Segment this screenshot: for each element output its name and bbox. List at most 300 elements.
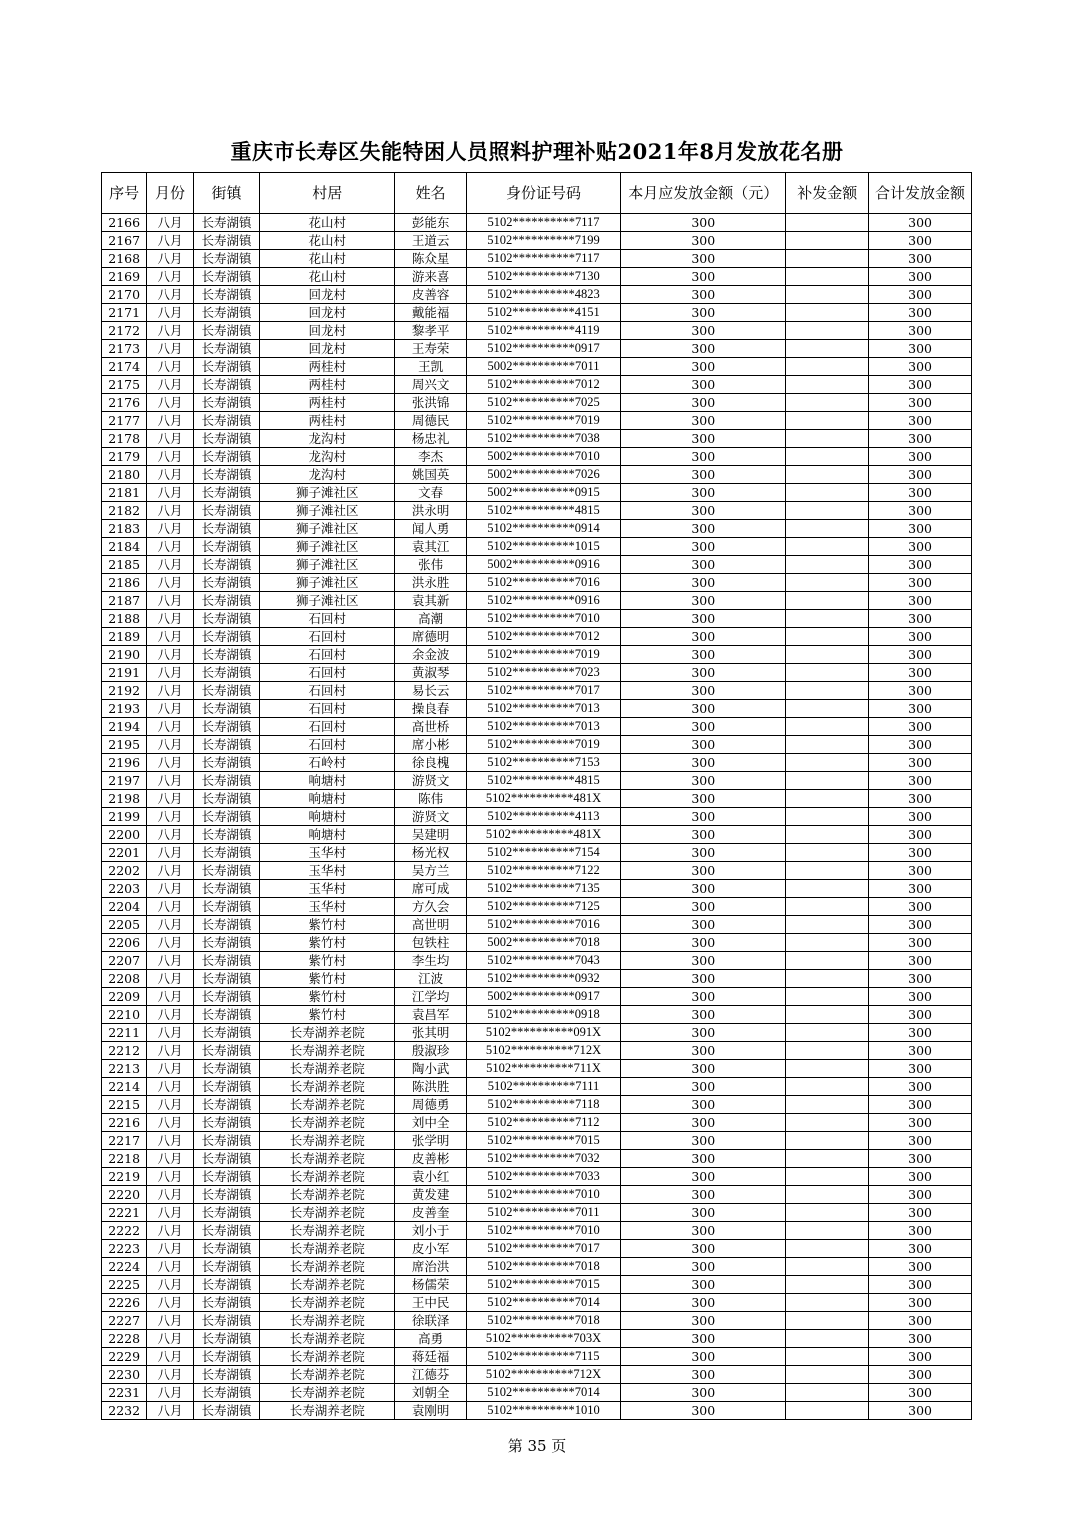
table-row <box>102 304 972 322</box>
table-row <box>102 772 972 790</box>
cell-street: 长寿湖镇 <box>193 1096 260 1114</box>
cell-street: 长寿湖镇 <box>193 1168 260 1186</box>
cell-street: 长寿湖镇 <box>193 286 260 304</box>
cell-due-amount: 300 <box>621 1132 786 1150</box>
cell-street: 长寿湖镇 <box>193 970 260 988</box>
cell-total-amount: 300 <box>869 394 972 412</box>
table-row <box>102 826 972 844</box>
cell-month: 八月 <box>147 1114 193 1132</box>
cell-supplement-amount <box>786 394 869 412</box>
cell-supplement-amount <box>786 934 869 952</box>
cell-month: 八月 <box>147 1366 193 1384</box>
cell-due-amount: 300 <box>621 322 786 340</box>
cell-street: 长寿湖镇 <box>193 1330 260 1348</box>
cell-supplement-amount <box>786 1132 869 1150</box>
cell-total-amount: 300 <box>869 1114 972 1132</box>
cell-village: 玉华村 <box>260 898 395 916</box>
cell-supplement-amount <box>786 610 869 628</box>
cell-id-number: 5102**********4151 <box>466 304 620 322</box>
cell-total-amount: 300 <box>869 520 972 538</box>
cell-id-number: 5102**********7011 <box>466 1204 620 1222</box>
cell-village: 紫竹村 <box>260 988 395 1006</box>
table-row <box>102 1186 972 1204</box>
cell-due-amount: 300 <box>621 214 786 232</box>
cell-total-amount: 300 <box>869 1276 972 1294</box>
cell-seq: 2182 <box>102 502 147 520</box>
cell-total-amount: 300 <box>869 232 972 250</box>
cell-village: 玉华村 <box>260 844 395 862</box>
cell-name: 袁刚明 <box>395 1402 467 1420</box>
cell-village: 长寿湖养老院 <box>260 1168 395 1186</box>
cell-seq: 2183 <box>102 520 147 538</box>
cell-name: 易长云 <box>395 682 467 700</box>
table-row <box>102 844 972 862</box>
cell-name: 刘中全 <box>395 1114 467 1132</box>
cell-seq: 2225 <box>102 1276 147 1294</box>
cell-month: 八月 <box>147 718 193 736</box>
cell-id-number: 5102**********7010 <box>466 1186 620 1204</box>
cell-seq: 2189 <box>102 628 147 646</box>
cell-supplement-amount <box>786 844 869 862</box>
cell-name: 王道云 <box>395 232 467 250</box>
cell-total-amount: 300 <box>869 646 972 664</box>
table-row <box>102 448 972 466</box>
cell-name: 操良春 <box>395 700 467 718</box>
cell-due-amount: 300 <box>621 1366 786 1384</box>
cell-total-amount: 300 <box>869 286 972 304</box>
cell-seq: 2178 <box>102 430 147 448</box>
cell-street: 长寿湖镇 <box>193 718 260 736</box>
cell-street: 长寿湖镇 <box>193 1312 260 1330</box>
cell-seq: 2177 <box>102 412 147 430</box>
cell-street: 长寿湖镇 <box>193 1240 260 1258</box>
cell-village: 花山村 <box>260 214 395 232</box>
cell-total-amount: 300 <box>869 574 972 592</box>
cell-seq: 2196 <box>102 754 147 772</box>
cell-id-number: 5102**********7018 <box>466 1258 620 1276</box>
cell-name: 周兴文 <box>395 376 467 394</box>
cell-id-number: 5102**********7017 <box>466 682 620 700</box>
cell-due-amount: 300 <box>621 844 786 862</box>
cell-total-amount: 300 <box>869 358 972 376</box>
table-header-row <box>102 173 972 214</box>
cell-due-amount: 300 <box>621 1060 786 1078</box>
cell-street: 长寿湖镇 <box>193 1006 260 1024</box>
cell-village: 狮子滩社区 <box>260 538 395 556</box>
cell-total-amount: 300 <box>869 790 972 808</box>
cell-supplement-amount <box>786 304 869 322</box>
table-row <box>102 1168 972 1186</box>
cell-name: 吴建明 <box>395 826 467 844</box>
cell-supplement-amount <box>786 718 869 736</box>
cell-month: 八月 <box>147 952 193 970</box>
cell-name: 戴能福 <box>395 304 467 322</box>
cell-street: 长寿湖镇 <box>193 358 260 376</box>
cell-seq: 2176 <box>102 394 147 412</box>
cell-id-number: 5102**********0918 <box>466 1006 620 1024</box>
table-row <box>102 430 972 448</box>
cell-total-amount: 300 <box>869 250 972 268</box>
cell-total-amount: 300 <box>869 1078 972 1096</box>
cell-total-amount: 300 <box>869 430 972 448</box>
cell-name: 游来喜 <box>395 268 467 286</box>
cell-supplement-amount <box>786 430 869 448</box>
cell-total-amount: 300 <box>869 718 972 736</box>
cell-id-number: 5002**********7011 <box>466 358 620 376</box>
cell-village: 龙沟村 <box>260 430 395 448</box>
header-seq: 序号 <box>102 173 147 214</box>
cell-village: 两桂村 <box>260 394 395 412</box>
cell-total-amount: 300 <box>869 1384 972 1402</box>
cell-total-amount: 300 <box>869 754 972 772</box>
cell-total-amount: 300 <box>869 1168 972 1186</box>
cell-name: 陈洪胜 <box>395 1078 467 1096</box>
cell-street: 长寿湖镇 <box>193 592 260 610</box>
cell-village: 回龙村 <box>260 340 395 358</box>
cell-due-amount: 300 <box>621 934 786 952</box>
cell-name: 黄发建 <box>395 1186 467 1204</box>
cell-month: 八月 <box>147 808 193 826</box>
cell-due-amount: 300 <box>621 664 786 682</box>
cell-total-amount: 300 <box>869 1042 972 1060</box>
table-row <box>102 808 972 826</box>
cell-street: 长寿湖镇 <box>193 754 260 772</box>
cell-name: 席可成 <box>395 880 467 898</box>
cell-month: 八月 <box>147 1006 193 1024</box>
cell-name: 文春 <box>395 484 467 502</box>
cell-due-amount: 300 <box>621 1150 786 1168</box>
cell-village: 回龙村 <box>260 304 395 322</box>
cell-village: 长寿湖养老院 <box>260 1150 395 1168</box>
cell-month: 八月 <box>147 232 193 250</box>
cell-due-amount: 300 <box>621 736 786 754</box>
cell-seq: 2212 <box>102 1042 147 1060</box>
cell-due-amount: 300 <box>621 1258 786 1276</box>
cell-village: 长寿湖养老院 <box>260 1132 395 1150</box>
cell-id-number: 5102**********7025 <box>466 394 620 412</box>
cell-supplement-amount <box>786 466 869 484</box>
cell-id-number: 5102**********7153 <box>466 754 620 772</box>
cell-seq: 2201 <box>102 844 147 862</box>
cell-due-amount: 300 <box>621 358 786 376</box>
cell-total-amount: 300 <box>869 862 972 880</box>
cell-village: 龙沟村 <box>260 448 395 466</box>
cell-id-number: 5102**********4119 <box>466 322 620 340</box>
table-row <box>102 1060 972 1078</box>
cell-due-amount: 300 <box>621 862 786 880</box>
cell-month: 八月 <box>147 1096 193 1114</box>
cell-total-amount: 300 <box>869 610 972 628</box>
cell-month: 八月 <box>147 1042 193 1060</box>
cell-month: 八月 <box>147 340 193 358</box>
cell-month: 八月 <box>147 394 193 412</box>
cell-month: 八月 <box>147 988 193 1006</box>
header-supplement-amount: 补发金额 <box>786 173 869 214</box>
cell-supplement-amount <box>786 700 869 718</box>
cell-street: 长寿湖镇 <box>193 664 260 682</box>
table-row <box>102 502 972 520</box>
cell-name: 方久会 <box>395 898 467 916</box>
cell-name: 皮善奎 <box>395 1204 467 1222</box>
cell-id-number: 5102**********1010 <box>466 1402 620 1420</box>
cell-total-amount: 300 <box>869 340 972 358</box>
cell-month: 八月 <box>147 1258 193 1276</box>
cell-month: 八月 <box>147 628 193 646</box>
cell-supplement-amount <box>786 808 869 826</box>
cell-supplement-amount <box>786 898 869 916</box>
cell-total-amount: 300 <box>869 700 972 718</box>
cell-street: 长寿湖镇 <box>193 880 260 898</box>
cell-total-amount: 300 <box>869 556 972 574</box>
cell-supplement-amount <box>786 1204 869 1222</box>
cell-id-number: 5102**********711X <box>466 1060 620 1078</box>
cell-seq: 2220 <box>102 1186 147 1204</box>
cell-month: 八月 <box>147 682 193 700</box>
cell-month: 八月 <box>147 1078 193 1096</box>
cell-street: 长寿湖镇 <box>193 394 260 412</box>
cell-street: 长寿湖镇 <box>193 808 260 826</box>
table-row <box>102 556 972 574</box>
table-row <box>102 628 972 646</box>
cell-seq: 2192 <box>102 682 147 700</box>
cell-id-number: 5002**********7026 <box>466 466 620 484</box>
cell-seq: 2221 <box>102 1204 147 1222</box>
cell-id-number: 5102**********7135 <box>466 880 620 898</box>
cell-village: 石回村 <box>260 628 395 646</box>
header-total-amount: 合计发放金额 <box>869 173 972 214</box>
cell-due-amount: 300 <box>621 1168 786 1186</box>
cell-due-amount: 300 <box>621 484 786 502</box>
cell-due-amount: 300 <box>621 376 786 394</box>
cell-street: 长寿湖镇 <box>193 574 260 592</box>
cell-supplement-amount <box>786 232 869 250</box>
cell-month: 八月 <box>147 574 193 592</box>
cell-due-amount: 300 <box>621 430 786 448</box>
cell-street: 长寿湖镇 <box>193 952 260 970</box>
cell-total-amount: 300 <box>869 1294 972 1312</box>
cell-seq: 2185 <box>102 556 147 574</box>
cell-due-amount: 300 <box>621 286 786 304</box>
cell-village: 长寿湖养老院 <box>260 1042 395 1060</box>
cell-due-amount: 300 <box>621 340 786 358</box>
cell-village: 长寿湖养老院 <box>260 1366 395 1384</box>
cell-total-amount: 300 <box>869 502 972 520</box>
cell-name: 黎孝平 <box>395 322 467 340</box>
cell-id-number: 5102**********4815 <box>466 772 620 790</box>
cell-supplement-amount <box>786 1330 869 1348</box>
cell-supplement-amount <box>786 790 869 808</box>
cell-id-number: 5102**********0916 <box>466 592 620 610</box>
cell-id-number: 5102**********7115 <box>466 1348 620 1366</box>
cell-street: 长寿湖镇 <box>193 1384 260 1402</box>
cell-id-number: 5102**********7023 <box>466 664 620 682</box>
cell-total-amount: 300 <box>869 1204 972 1222</box>
cell-seq: 2217 <box>102 1132 147 1150</box>
cell-supplement-amount <box>786 592 869 610</box>
cell-month: 八月 <box>147 322 193 340</box>
cell-village: 长寿湖养老院 <box>260 1204 395 1222</box>
cell-total-amount: 300 <box>869 1222 972 1240</box>
cell-seq: 2175 <box>102 376 147 394</box>
cell-seq: 2173 <box>102 340 147 358</box>
cell-village: 响塘村 <box>260 808 395 826</box>
cell-id-number: 5002**********0916 <box>466 556 620 574</box>
cell-total-amount: 300 <box>869 682 972 700</box>
cell-supplement-amount <box>786 1006 869 1024</box>
cell-due-amount: 300 <box>621 394 786 412</box>
cell-seq: 2214 <box>102 1078 147 1096</box>
cell-name: 袁小红 <box>395 1168 467 1186</box>
table-row <box>102 736 972 754</box>
cell-name: 张其明 <box>395 1024 467 1042</box>
cell-village: 石回村 <box>260 646 395 664</box>
cell-name: 袁其新 <box>395 592 467 610</box>
cell-street: 长寿湖镇 <box>193 1204 260 1222</box>
table-row <box>102 1276 972 1294</box>
cell-supplement-amount <box>786 448 869 466</box>
cell-name: 高潮 <box>395 610 467 628</box>
cell-due-amount: 300 <box>621 628 786 646</box>
cell-village: 长寿湖养老院 <box>260 1078 395 1096</box>
cell-seq: 2223 <box>102 1240 147 1258</box>
cell-id-number: 5102**********7016 <box>466 574 620 592</box>
cell-village: 花山村 <box>260 268 395 286</box>
table-row <box>102 592 972 610</box>
cell-due-amount: 300 <box>621 754 786 772</box>
cell-month: 八月 <box>147 1150 193 1168</box>
cell-name: 蒋廷福 <box>395 1348 467 1366</box>
cell-seq: 2166 <box>102 214 147 232</box>
cell-village: 长寿湖养老院 <box>260 1186 395 1204</box>
document-title: 重庆市长寿区失能特困人员照料护理补贴2021年8月发放花名册 <box>230 139 844 164</box>
cell-street: 长寿湖镇 <box>193 340 260 358</box>
cell-name: 闻人勇 <box>395 520 467 538</box>
cell-village: 龙沟村 <box>260 466 395 484</box>
cell-supplement-amount <box>786 340 869 358</box>
cell-due-amount: 300 <box>621 1096 786 1114</box>
cell-total-amount: 300 <box>869 1240 972 1258</box>
cell-village: 回龙村 <box>260 322 395 340</box>
cell-total-amount: 300 <box>869 322 972 340</box>
cell-seq: 2168 <box>102 250 147 268</box>
cell-supplement-amount <box>786 520 869 538</box>
cell-street: 长寿湖镇 <box>193 1258 260 1276</box>
cell-due-amount: 300 <box>621 502 786 520</box>
cell-id-number: 5102**********7016 <box>466 916 620 934</box>
cell-due-amount: 300 <box>621 808 786 826</box>
cell-month: 八月 <box>147 538 193 556</box>
cell-supplement-amount <box>786 1348 869 1366</box>
cell-seq: 2226 <box>102 1294 147 1312</box>
cell-due-amount: 300 <box>621 1042 786 1060</box>
table-row <box>102 1078 972 1096</box>
cell-supplement-amount <box>786 1312 869 1330</box>
table-row <box>102 1042 972 1060</box>
header-street: 街镇 <box>193 173 260 214</box>
cell-total-amount: 300 <box>869 952 972 970</box>
cell-name: 陈伟 <box>395 790 467 808</box>
cell-street: 长寿湖镇 <box>193 1042 260 1060</box>
cell-supplement-amount <box>786 988 869 1006</box>
cell-id-number: 5102**********7117 <box>466 250 620 268</box>
cell-seq: 2211 <box>102 1024 147 1042</box>
cell-id-number: 5102**********4823 <box>466 286 620 304</box>
cell-due-amount: 300 <box>621 916 786 934</box>
cell-month: 八月 <box>147 790 193 808</box>
table-row <box>102 682 972 700</box>
cell-village: 花山村 <box>260 250 395 268</box>
table-row <box>102 358 972 376</box>
cell-id-number: 5102**********0932 <box>466 970 620 988</box>
cell-due-amount: 300 <box>621 1348 786 1366</box>
cell-seq: 2181 <box>102 484 147 502</box>
cell-supplement-amount <box>786 1024 869 1042</box>
cell-due-amount: 300 <box>621 232 786 250</box>
cell-total-amount: 300 <box>869 898 972 916</box>
cell-total-amount: 300 <box>869 1312 972 1330</box>
cell-supplement-amount <box>786 1384 869 1402</box>
cell-due-amount: 300 <box>621 1006 786 1024</box>
cell-due-amount: 300 <box>621 1024 786 1042</box>
cell-street: 长寿湖镇 <box>193 430 260 448</box>
cell-village: 石回村 <box>260 736 395 754</box>
cell-supplement-amount <box>786 574 869 592</box>
cell-seq: 2215 <box>102 1096 147 1114</box>
subsidy-roster-table <box>101 172 972 1420</box>
cell-due-amount: 300 <box>621 1330 786 1348</box>
cell-month: 八月 <box>147 736 193 754</box>
cell-due-amount: 300 <box>621 466 786 484</box>
cell-street: 长寿湖镇 <box>193 1150 260 1168</box>
cell-supplement-amount <box>786 1240 869 1258</box>
cell-seq: 2195 <box>102 736 147 754</box>
table-row <box>102 1348 972 1366</box>
cell-supplement-amount <box>786 646 869 664</box>
cell-total-amount: 300 <box>869 1366 972 1384</box>
cell-due-amount: 300 <box>621 790 786 808</box>
cell-street: 长寿湖镇 <box>193 862 260 880</box>
cell-village: 狮子滩社区 <box>260 520 395 538</box>
cell-name: 刘小于 <box>395 1222 467 1240</box>
cell-name: 皮善容 <box>395 286 467 304</box>
table-row <box>102 898 972 916</box>
table-body <box>102 214 972 1420</box>
cell-street: 长寿湖镇 <box>193 844 260 862</box>
cell-id-number: 5102**********7012 <box>466 628 620 646</box>
cell-month: 八月 <box>147 1348 193 1366</box>
cell-name: 刘朝全 <box>395 1384 467 1402</box>
table-row <box>102 250 972 268</box>
cell-seq: 2204 <box>102 898 147 916</box>
cell-total-amount: 300 <box>869 844 972 862</box>
table-row <box>102 376 972 394</box>
cell-supplement-amount <box>786 1276 869 1294</box>
cell-due-amount: 300 <box>621 538 786 556</box>
table-row <box>102 1006 972 1024</box>
table-row <box>102 1222 972 1240</box>
cell-due-amount: 300 <box>621 826 786 844</box>
cell-id-number: 5102**********481X <box>466 826 620 844</box>
cell-due-amount: 300 <box>621 700 786 718</box>
cell-month: 八月 <box>147 880 193 898</box>
cell-month: 八月 <box>147 772 193 790</box>
cell-due-amount: 300 <box>621 952 786 970</box>
cell-total-amount: 300 <box>869 1330 972 1348</box>
cell-village: 响塘村 <box>260 826 395 844</box>
cell-supplement-amount <box>786 538 869 556</box>
cell-village: 花山村 <box>260 232 395 250</box>
cell-total-amount: 300 <box>869 736 972 754</box>
